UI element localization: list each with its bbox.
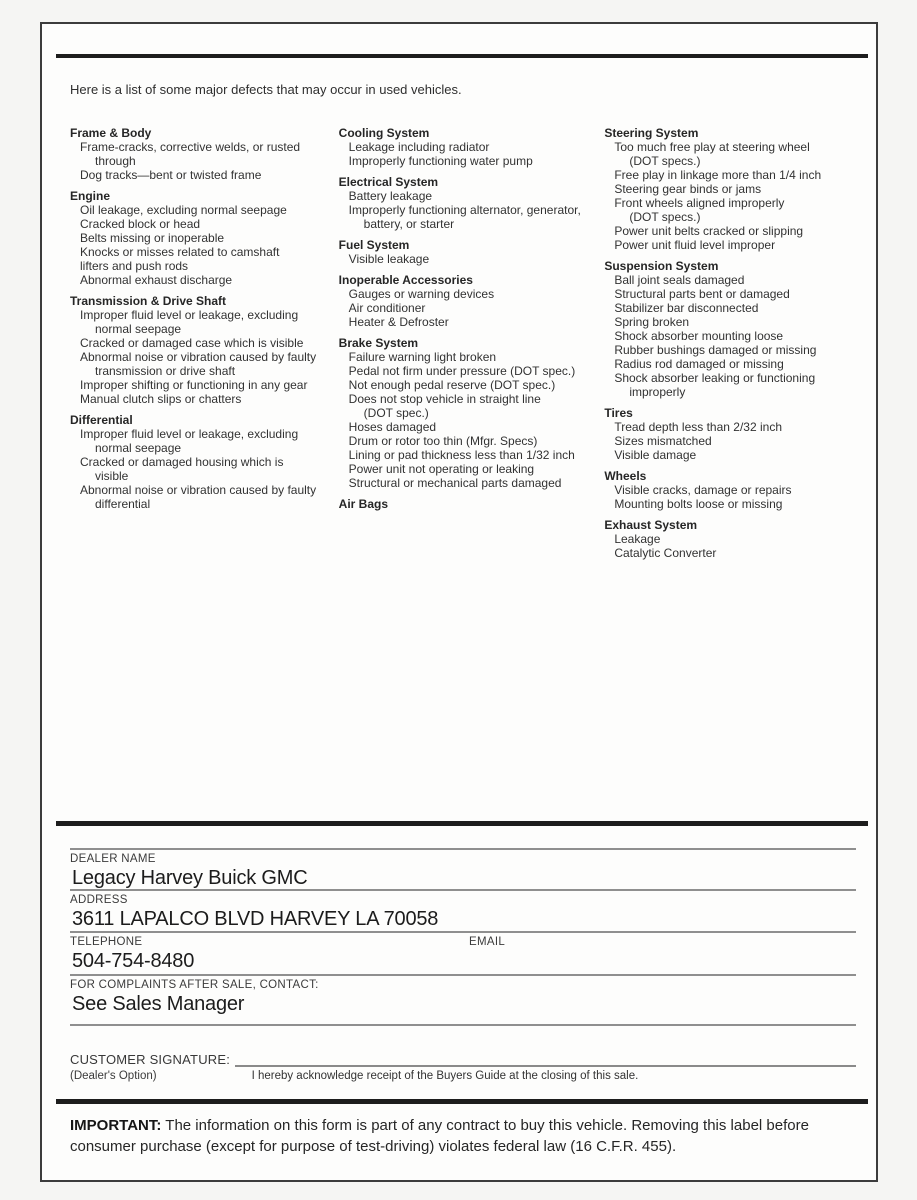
defect-item: Visible leakage <box>348 252 430 266</box>
defect-item: Structural parts bent or damaged <box>614 287 790 301</box>
defect-item: Dog tracks—bent or twisted frame <box>80 168 262 182</box>
defect-item: Spring broken <box>614 315 690 329</box>
defect-item: Failure warning light broken <box>348 350 497 364</box>
defect-item: Belts missing or inoperable <box>80 231 225 245</box>
important-label: IMPORTANT: <box>70 1117 162 1134</box>
defect-item: Structural or mechanical parts damaged <box>348 476 562 490</box>
dealer-divider-bar <box>56 821 868 826</box>
defect-item: Shock absorber mounting loose <box>614 329 784 343</box>
defect-item: Manual clutch slips or chatters <box>80 392 242 406</box>
defect-item: Not enough pedal reserve (DOT spec.) <box>348 378 556 392</box>
section-heading: Brake System <box>338 336 419 350</box>
telephone-field <box>70 931 856 974</box>
defect-item-continuation: visible <box>95 469 129 483</box>
defect-item: Power unit not operating or leaking <box>348 462 535 476</box>
section-heading: Frame & Body <box>70 126 152 140</box>
defect-item-continuation: (DOT spec.) <box>363 406 429 420</box>
defect-item: Abnormal noise or vibration caused by faulty <box>80 483 317 497</box>
section-heading: Electrical System <box>338 175 439 189</box>
defect-item: Improperly functioning alternator, generator, <box>348 203 581 217</box>
important-body: The information on this form is part of any contract to buy this vehicle. Removing this label before consumer purchase (except for purpose of test-driving) violates federal law (16 C.F.R. 455). <box>70 1117 809 1155</box>
dealer-name-label: DEALER NAME <box>70 853 156 865</box>
section-heading: Cooling System <box>338 126 430 140</box>
defect-item: Front wheels aligned improperly <box>614 196 785 210</box>
defect-item: Shock absorber leaking or functioning <box>614 371 816 385</box>
defect-item: Radius rod damaged or missing <box>614 357 784 371</box>
telephone-value: 504-754-8480 <box>72 950 195 972</box>
defect-item: Too much free play at steering wheel <box>614 140 810 154</box>
address-field <box>70 889 856 931</box>
section-heading: Differential <box>70 413 133 427</box>
defect-item: Mounting bolts loose or missing <box>614 497 783 511</box>
dealer-name-value: Legacy Harvey Buick GMC <box>72 867 308 889</box>
defect-item: lifters and push rods <box>80 259 189 273</box>
defect-item: Power unit belts cracked or slipping <box>614 224 804 238</box>
defect-item: Leakage including radiator <box>348 140 490 154</box>
defect-item: Does not stop vehicle in straight line <box>348 392 541 406</box>
intro-text: Here is a list of some major defects that may occur in used vehicles. <box>70 82 462 97</box>
defect-item: Rubber bushings damaged or missing <box>614 343 817 357</box>
defect-column-3 <box>604 126 872 560</box>
section-heading: Inoperable Accessories <box>338 273 473 287</box>
defect-item: Improperly functioning water pump <box>348 154 533 168</box>
dealer-fields <box>70 848 856 1026</box>
email-label: EMAIL <box>469 936 506 948</box>
defect-item: Cracked or damaged case which is visible <box>80 336 304 350</box>
defect-item: Heater & Defroster <box>348 315 449 329</box>
defect-item: Cracked or damaged housing which is <box>80 455 284 469</box>
defect-item: Power unit fluid level improper <box>614 238 776 252</box>
acknowledgment-text: I hereby acknowledge receipt of the Buyers Guide at the closing of this sale. <box>251 1070 639 1082</box>
defect-item: Abnormal noise or vibration caused by faulty <box>80 350 317 364</box>
complaints-value: See Sales Manager <box>72 993 245 1015</box>
defect-column-1 <box>70 126 339 511</box>
signature-row <box>70 1052 856 1067</box>
defect-item: Visible cracks, damage or repairs <box>614 483 792 497</box>
defect-item: Sizes mismatched <box>614 434 712 448</box>
defect-item: Pedal not firm under pressure (DOT spec.) <box>348 364 576 378</box>
defect-item: Oil leakage, excluding normal seepage <box>80 203 287 217</box>
complaints-label: FOR COMPLAINTS AFTER SALE, CONTACT: <box>70 979 319 991</box>
defect-item: Lining or pad thickness less than 1/32 inch <box>348 448 575 462</box>
dealer-name-field <box>70 848 856 889</box>
important-divider-bar <box>56 1099 868 1104</box>
defect-item: Battery leakage <box>348 189 433 203</box>
defect-item: Cracked block or head <box>80 217 201 231</box>
signature-block <box>70 1052 856 1082</box>
defect-item: Knocks or misses related to camshaft <box>80 245 280 259</box>
section-heading: Steering System <box>604 126 699 140</box>
customer-signature-label: CUSTOMER SIGNATURE: <box>70 1052 231 1067</box>
address-label: ADDRESS <box>70 894 128 906</box>
defect-item-continuation: transmission or drive shaft <box>95 364 236 378</box>
defect-item: Visible damage <box>614 448 697 462</box>
signature-line <box>235 1053 856 1067</box>
defect-item-continuation: improperly <box>629 385 686 399</box>
defect-item: Gauges or warning devices <box>348 287 495 301</box>
section-heading: Tires <box>604 406 633 420</box>
defect-item-continuation: through <box>95 154 136 168</box>
defect-columns <box>70 126 872 560</box>
defect-item: Leakage <box>614 532 661 546</box>
defect-item-continuation: battery, or starter <box>363 217 455 231</box>
defect-item: Hoses damaged <box>348 420 437 434</box>
defect-item: Air conditioner <box>348 301 426 315</box>
defect-item-continuation: normal seepage <box>95 441 182 455</box>
defect-item: Improper fluid level or leakage, excluding <box>80 427 299 441</box>
defect-item: Improper shifting or functioning in any gear <box>80 378 308 392</box>
complaints-field <box>70 974 856 1026</box>
defect-item: Improper fluid level or leakage, excluding <box>80 308 299 322</box>
telephone-label: TELEPHONE <box>70 936 143 948</box>
defect-item: Catalytic Converter <box>614 546 717 560</box>
defect-item: Drum or rotor too thin (Mfgr. Specs) <box>348 434 538 448</box>
section-heading: Engine <box>70 189 111 203</box>
defect-item: Frame-cracks, corrective welds, or rusted <box>80 140 301 154</box>
dealers-option-note: (Dealer's Option) <box>70 1070 157 1082</box>
top-divider-bar <box>56 54 868 58</box>
section-heading: Exhaust System <box>604 518 698 532</box>
defect-item: Tread depth less than 2/32 inch <box>614 420 782 434</box>
section-heading: Wheels <box>604 469 647 483</box>
defect-item: Stabilizer bar disconnected <box>614 301 759 315</box>
address-value: 3611 LAPALCO BLVD HARVEY LA 70058 <box>72 908 439 930</box>
defect-item: Steering gear binds or jams <box>614 182 762 196</box>
defect-item-continuation: differential <box>95 497 151 511</box>
defect-item-continuation: normal seepage <box>95 322 182 336</box>
section-heading: Fuel System <box>338 238 410 252</box>
important-notice <box>70 1115 854 1157</box>
section-heading: Suspension System <box>604 259 719 273</box>
section-heading: Transmission & Drive Shaft <box>70 294 227 308</box>
defect-item: Free play in linkage more than 1/4 inch <box>614 168 822 182</box>
defect-item-continuation: (DOT specs.) <box>629 210 701 224</box>
buyers-guide-page <box>40 22 878 1182</box>
defect-item: Abnormal exhaust discharge <box>80 273 233 287</box>
defect-item: Ball joint seals damaged <box>614 273 745 287</box>
dealer-section <box>42 821 876 1157</box>
signature-subrow <box>70 1070 856 1082</box>
defect-item-continuation: (DOT specs.) <box>629 154 701 168</box>
defect-column-2 <box>339 126 605 511</box>
section-heading: Air Bags <box>338 497 389 511</box>
